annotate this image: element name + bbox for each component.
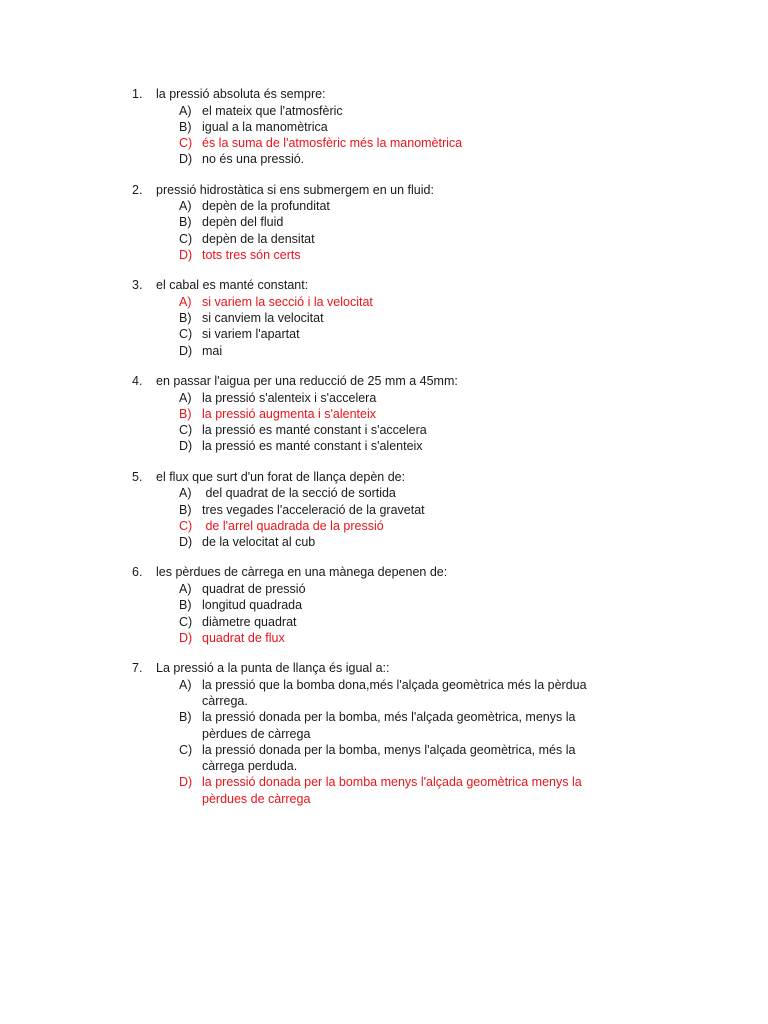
answer-option [0, 534, 768, 550]
answer-option [0, 214, 768, 230]
option-letter: D) [179, 343, 193, 358]
option-text: longitud quadrada [202, 598, 303, 613]
question-line [0, 660, 768, 677]
option-letter: A) [179, 103, 192, 118]
answer-option [0, 231, 768, 247]
question-line [0, 469, 768, 486]
question-number: 7. [132, 661, 143, 676]
question-number: 6. [132, 565, 143, 580]
option-text: si canviem la velocitat [202, 311, 324, 326]
question-line [0, 277, 768, 294]
option-letter: D) [179, 152, 193, 167]
answer-option [0, 119, 768, 135]
question-number: 2. [132, 182, 143, 197]
option-letter: D) [179, 439, 193, 454]
option-letter: B) [179, 710, 192, 725]
answer-option [0, 390, 768, 406]
option-text: la pressió donada per la bomba, més l'alçada geomètrica, menys la pèrdues de càrrega [202, 710, 576, 741]
option-text: la pressió s'alenteix i s'accelera [202, 390, 377, 405]
option-text: de l'arrel quadrada de la pressió [202, 518, 384, 533]
option-text: diàmetre quadrat [202, 614, 297, 629]
option-text: depèn de la densitat [202, 231, 315, 246]
answer-option-correct [0, 406, 768, 422]
option-text: la pressió es manté constant i s'accelera [202, 423, 427, 438]
answer-option-correct [0, 518, 768, 534]
option-letter: A) [179, 294, 192, 309]
option-letter: C) [179, 742, 193, 757]
option-text: quadrat de pressió [202, 581, 306, 596]
question-4 [0, 373, 768, 455]
option-text: la pressió donada per la bomba menys l'alçada geomètrica menys la pèrdues de càrrega [202, 775, 582, 806]
option-letter: C) [179, 327, 193, 342]
question-number: 3. [132, 278, 143, 293]
question-line [0, 373, 768, 390]
answer-option [0, 742, 768, 775]
question-5 [0, 469, 768, 551]
option-text: no és una pressió. [202, 152, 305, 167]
option-letter: A) [179, 199, 192, 214]
answer-option-correct [0, 135, 768, 151]
answer-option [0, 581, 768, 597]
answer-option [0, 502, 768, 518]
question-text: el flux que surt d'un forat de llança depèn de: [156, 469, 406, 484]
question-number: 4. [132, 374, 143, 389]
quiz-document [0, 86, 768, 821]
answer-option [0, 343, 768, 359]
option-letter: B) [179, 598, 192, 613]
option-text: si variem la secció i la velocitat [202, 294, 373, 309]
option-letter: D) [179, 775, 193, 790]
answer-option [0, 709, 768, 742]
answer-option [0, 422, 768, 438]
option-letter: B) [179, 311, 192, 326]
option-text: del quadrat de la secció de sortida [202, 486, 396, 501]
answer-option-correct [0, 247, 768, 263]
answer-option [0, 597, 768, 613]
answer-option [0, 310, 768, 326]
question-number: 5. [132, 469, 143, 484]
answer-option-correct [0, 774, 768, 807]
option-letter: D) [179, 248, 193, 263]
option-letter: C) [179, 423, 193, 438]
option-text: és la suma de l'atmosfèric més la manomètrica [202, 136, 463, 151]
answer-option-correct [0, 294, 768, 310]
answer-option [0, 103, 768, 119]
question-text: en passar l'aigua per una reducció de 25 mm a 45mm: [156, 374, 458, 389]
option-letter: A) [179, 581, 192, 596]
answer-option [0, 677, 768, 710]
question-7 [0, 660, 768, 807]
question-line [0, 182, 768, 199]
option-text: la pressió augmenta i s'alenteix [202, 406, 377, 421]
question-line [0, 86, 768, 103]
option-text: tres vegades l'acceleració de la gravetat [202, 502, 425, 517]
option-text: la pressió donada per la bomba, menys l'alçada geomètrica, més la càrrega perduda. [202, 742, 576, 774]
answer-option [0, 198, 768, 214]
option-text: depèn del fluid [202, 215, 284, 230]
option-text: depèn de la profunditat [202, 199, 330, 214]
answer-option [0, 151, 768, 167]
option-text: tots tres són certs [202, 248, 301, 263]
option-text: si variem l'apartat [202, 327, 300, 342]
option-letter: C) [179, 614, 193, 629]
question-text: les pèrdues de càrrega en una mànega depenen de: [156, 565, 448, 580]
question-line [0, 564, 768, 581]
option-text: quadrat de flux [202, 630, 285, 645]
option-text: mai [202, 343, 223, 358]
option-letter: A) [179, 486, 192, 501]
option-letter: B) [179, 119, 192, 134]
option-letter: C) [179, 136, 193, 151]
answer-option-correct [0, 630, 768, 646]
option-letter: B) [179, 406, 192, 421]
answer-option [0, 485, 768, 501]
question-text: el cabal es manté constant: [156, 278, 309, 293]
answer-option [0, 326, 768, 342]
option-text: el mateix que l'atmosfèric [202, 103, 343, 118]
option-letter: B) [179, 502, 192, 517]
option-text: la pressió es manté constant i s'alenteix [202, 439, 423, 454]
option-letter: A) [179, 390, 192, 405]
question-2 [0, 182, 768, 264]
option-letter: A) [179, 677, 192, 692]
option-letter: C) [179, 518, 193, 533]
option-text: la pressió que la bomba dona,més l'alçada geomètrica més la pèrdua càrrega. [202, 677, 587, 708]
option-letter: D) [179, 630, 193, 645]
option-text: de la velocitat al cub [202, 535, 316, 550]
answer-option [0, 438, 768, 454]
question-number: 1. [132, 87, 143, 101]
question-1 [0, 86, 768, 168]
answer-option [0, 614, 768, 630]
option-letter: C) [179, 231, 193, 246]
question-text: la pressió absoluta és sempre: [156, 87, 326, 101]
option-letter: D) [179, 535, 193, 550]
option-text: igual a la manomètrica [202, 119, 328, 134]
question-3 [0, 277, 768, 359]
question-text: pressió hidrostàtica si ens submergem en un fluid: [156, 182, 434, 197]
option-letter: B) [179, 215, 192, 230]
question-text: La pressió a la punta de llança és igual a:: [156, 661, 390, 676]
question-6 [0, 564, 768, 646]
